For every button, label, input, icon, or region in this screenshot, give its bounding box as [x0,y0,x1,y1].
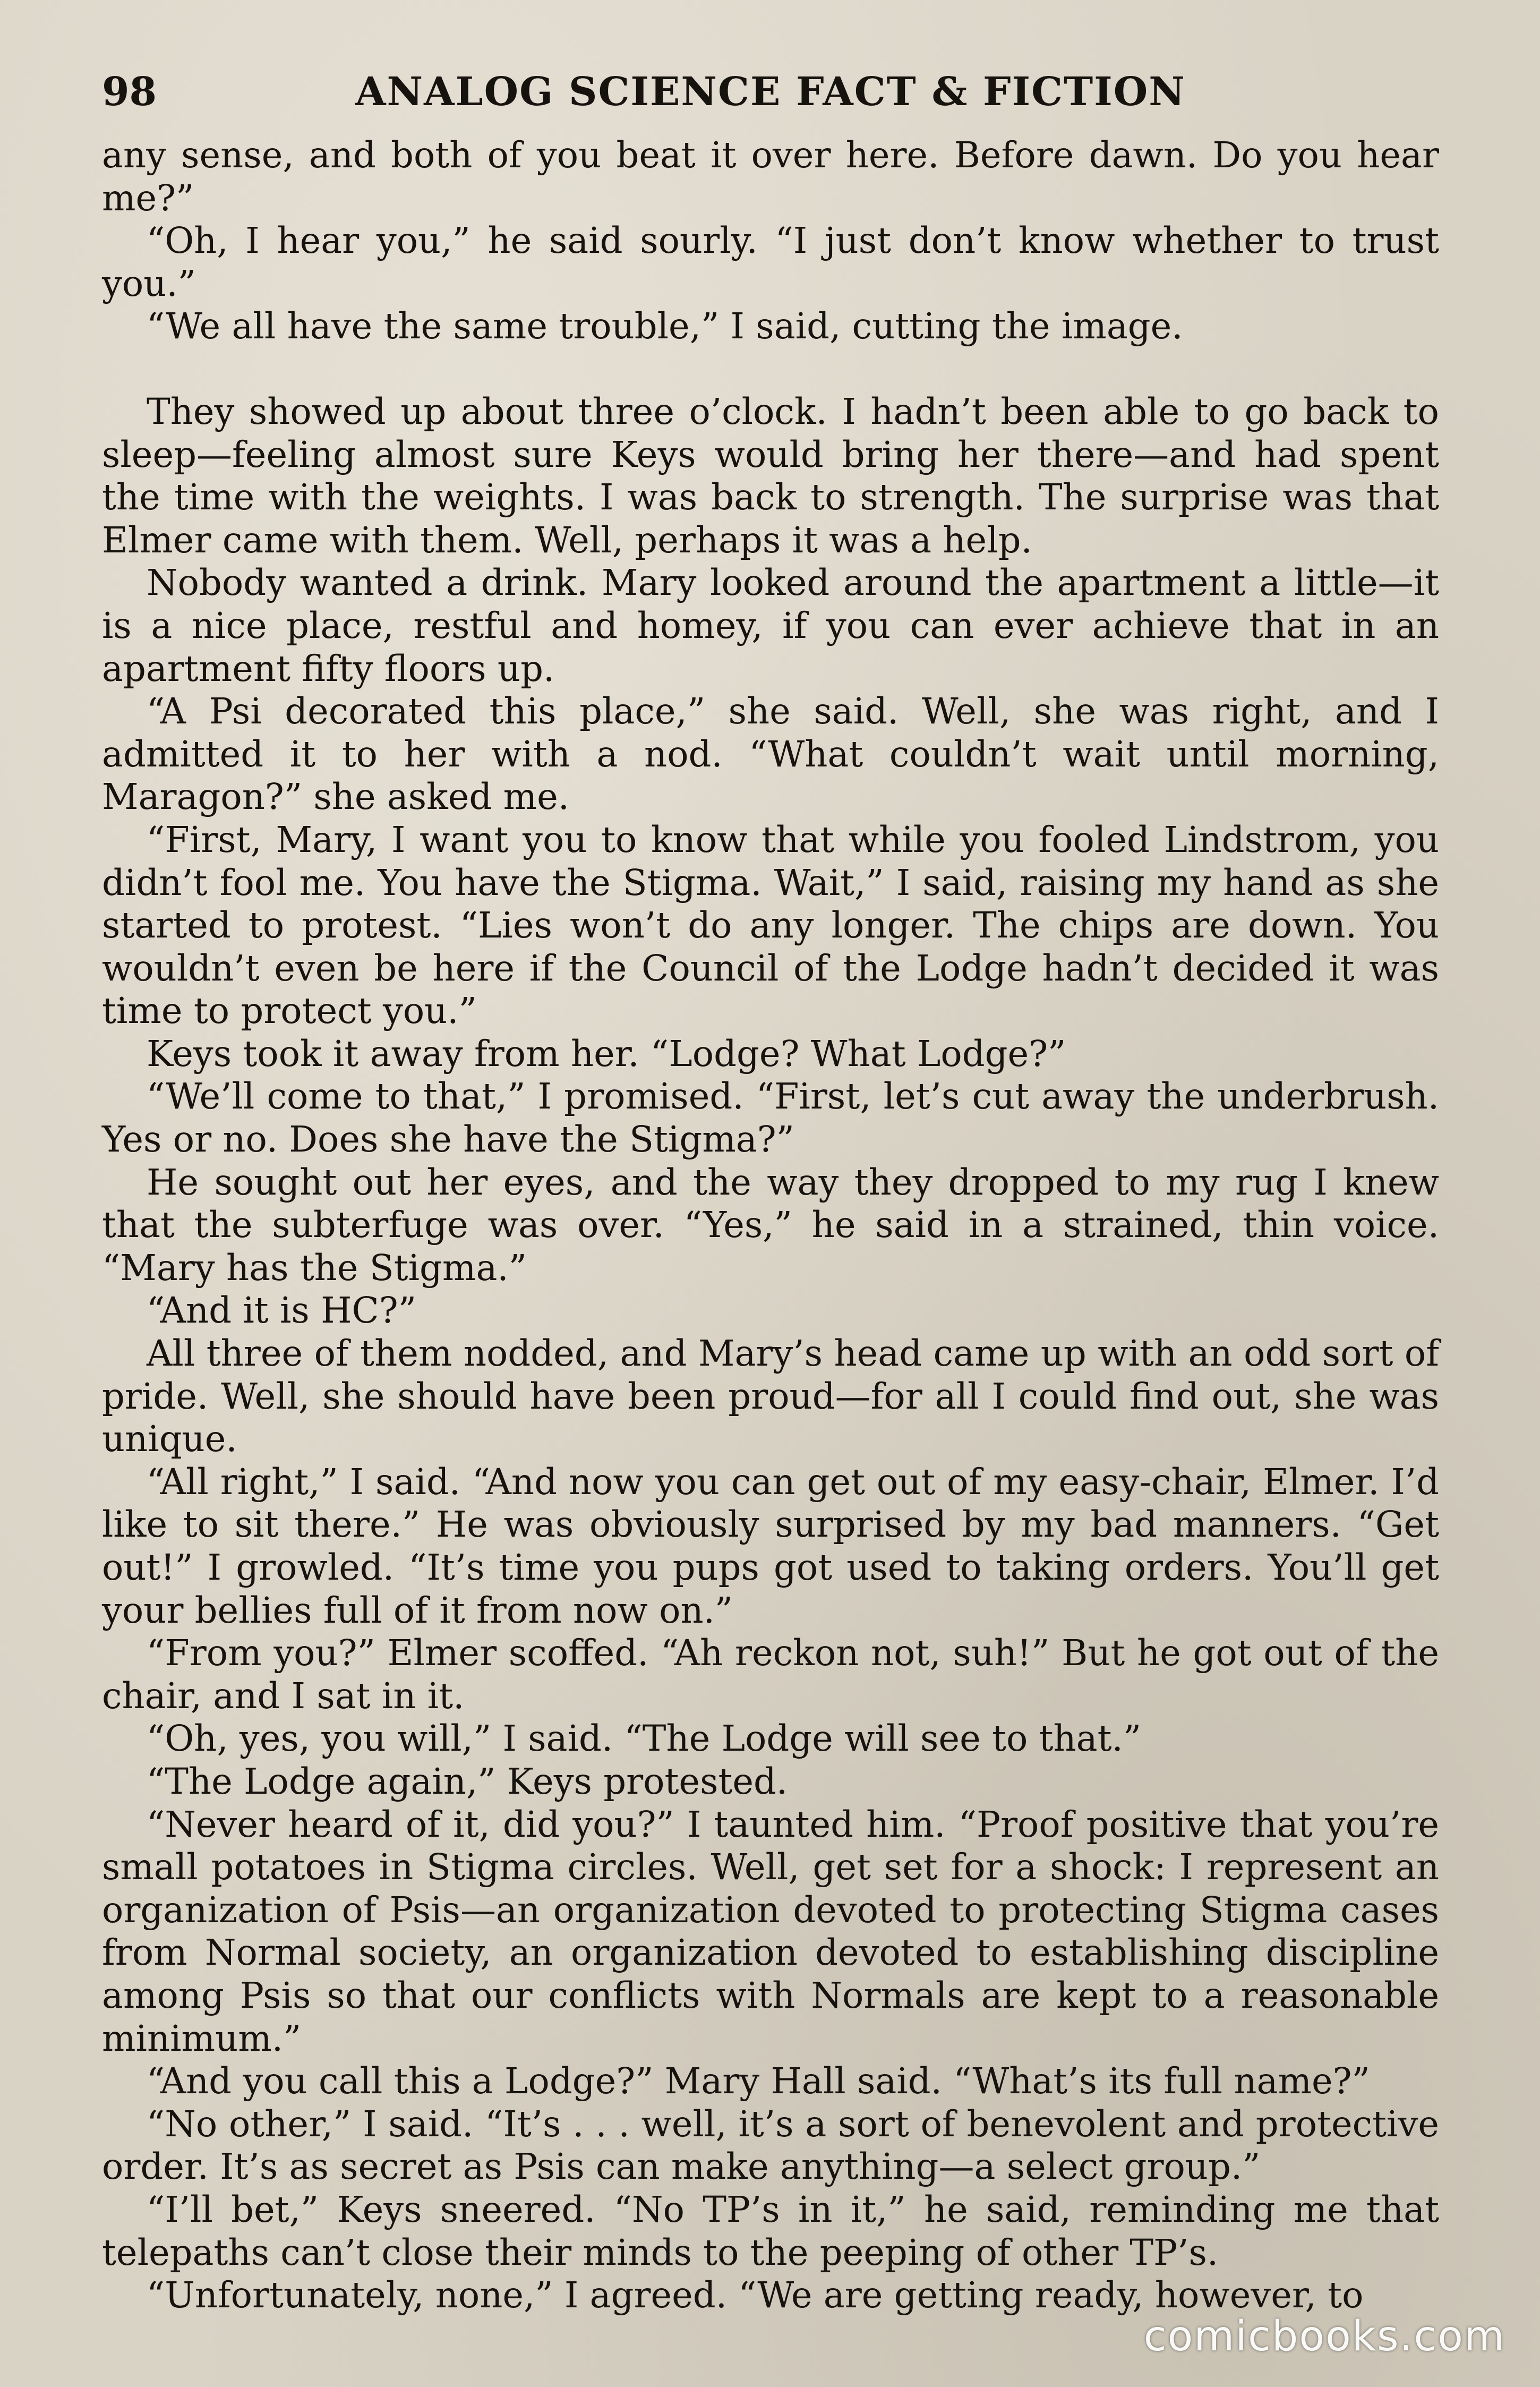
paragraph: “Unfortunately, none,” I agreed. “We are getting ready, however, to [147,2274,1364,2316]
paragraph: “We all have the same trouble,” I said, cutting the image. [147,305,1183,347]
paragraph: “The Lodge again,” Keys protested. [147,1760,788,1802]
watermark: comicbooks.com [1143,2313,1505,2360]
paragraph: “Oh, yes, you will,” I said. “The Lodge will see to that.” [147,1718,1142,1760]
paragraph: All three of them nodded, and Mary’s head came up with an odd sort of pride. Well, she should have been proud—for all I could find out, she was unique. [102,1333,1439,1460]
paragraph: “A Psi decorated this place,” she said. Well, she was right, and I admitted it to her with a nod. “What couldn’t wait until morning, Maragon?” she asked me. [102,690,1439,818]
paragraph: Keys took it away from her. “Lodge? What Lodge?” [147,1033,1066,1075]
paragraph: “From you?” Elmer scoffed. “Ah reckon not, suh!” But he got out of the chair, and I sat in it. [102,1632,1439,1717]
paragraph: He sought out her eyes, and the way they dropped to my rug I knew that the subterfuge was over. “Yes,” he said in a strained, thin voice. “Mary has the Stigma.” [102,1161,1439,1289]
paragraph: any sense, and both of you beat it over here. Before dawn. Do you hear me?” [102,134,1439,219]
paragraph: “I’ll bet,” Keys sneered. “No TP’s in it,” he said, reminding me that telepaths can’t close their minds to the peeping of other TP’s. [102,2188,1439,2273]
section-break [102,348,1439,390]
page-header [102,63,1439,121]
paragraph: They showed up about three o’clock. I hadn’t been able to go back to sleep—feeling almost sure Keys would bring her there—and had spent the time with the weights. I was back to strength. The surprise was that Elmer came with them. Well, perhaps it was a help. [102,390,1439,561]
paragraph: “All right,” I said. “And now you can get out of my easy-chair, Elmer. I’d like to sit there.” He was obviously surprised by my bad manners. “Get out!” I growled. “It’s time you pups got used to taking orders. You’ll get your bellies full of it from now on.” [102,1461,1439,1631]
paragraph: Nobody wanted a drink. Mary looked around the apartment a little—it is a nice place, restful and homey, if you can ever achieve that in an apartment fifty floors up. [102,562,1439,689]
paragraph: “Never heard of it, did you?” I taunted him. “Proof positive that you’re small potatoes in Stigma circles. Well, get set for a shock: I represent an organization of Psis—an organization devoted to protecting Stigma cases from Normal society, an organization devoted to establishing discipline among Psis so that our conflicts with Normals are kept to a reasonable minimum.” [102,1803,1439,2059]
paragraph: “First, Mary, I want you to know that while you fooled Lindstrom, you didn’t fool me. You have the Stigma. Wait,” I said, raising my hand as she started to protest. “Lies won’t do any longer. The chips are down. You wouldn’t even be here if the Council of the Lodge hadn’t decided it was time to protect you.” [102,819,1439,1032]
paragraph: “No other,” I said. “It’s . . . well, it’s a sort of benevolent and protective order. It’s as secret as Psis can make anything—a select group.” [102,2103,1439,2188]
paragraph: “Oh, I hear you,” he said sourly. “I just don’t know whether to trust you.” [102,220,1439,304]
page-number: 98 [102,69,157,115]
body-text [102,134,1439,2317]
paragraph: “And you call this a Lodge?” Mary Hall said. “What’s its full name?” [147,2060,1370,2102]
paragraph: “We’ll come to that,” I promised. “First, let’s cut away the underbrush. Yes or no. Does she have the Stigma?” [102,1076,1439,1161]
paragraph: “And it is HC?” [147,1290,416,1332]
running-head: ANALOG SCIENCE FACT & FICTION [355,69,1186,115]
